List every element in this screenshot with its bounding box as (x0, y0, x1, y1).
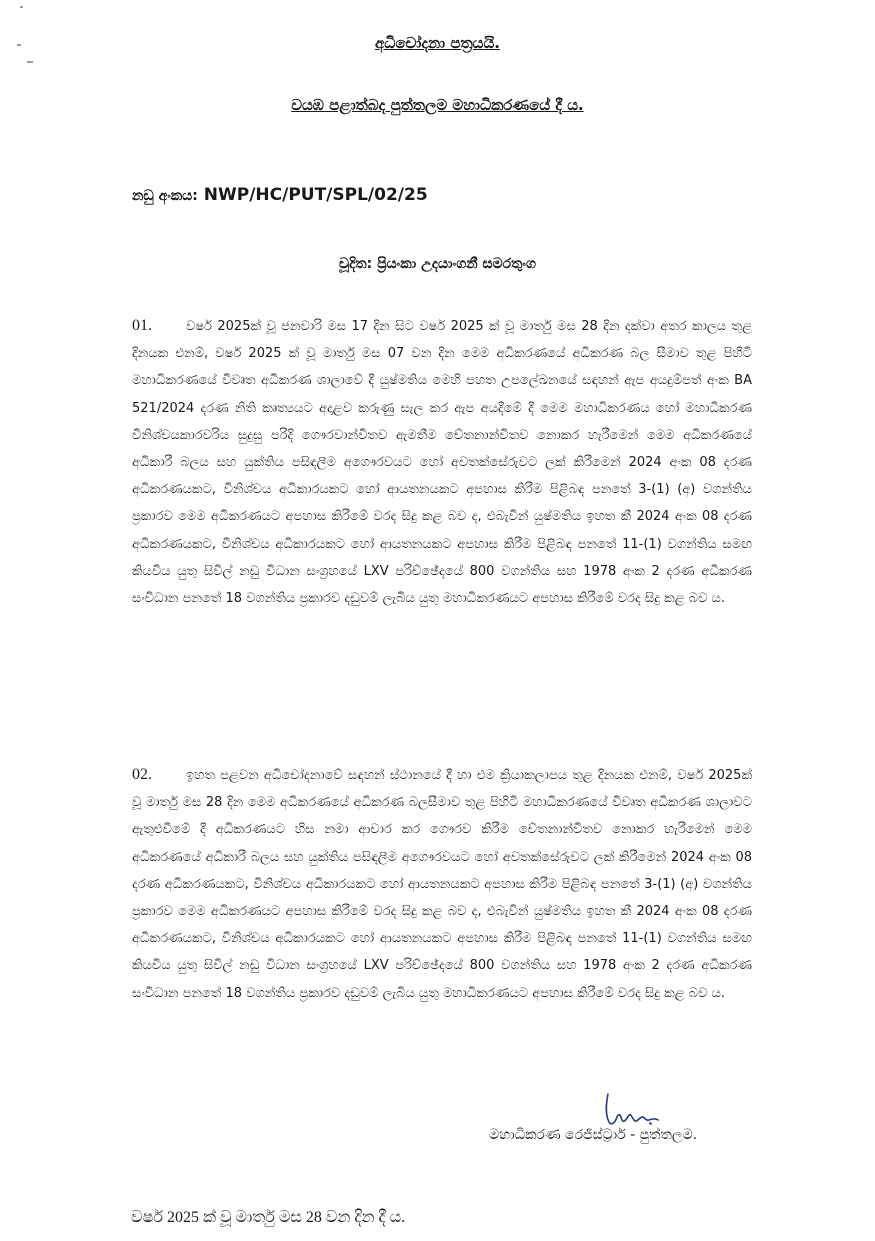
scan-speck (27, 61, 33, 63)
charge-paragraph-2 (132, 761, 752, 1007)
scan-speck (20, 6, 23, 8)
signature-mark (600, 1090, 670, 1130)
date-line: වර්ෂ 2025 ක් වූ මාර්තු මස 28 වන දින දී ය. (131, 1209, 406, 1226)
charge-number: 02. (132, 766, 152, 783)
case-number-label: නඩු අංකය: (132, 188, 198, 204)
charge-number: 01. (132, 317, 152, 334)
charge-text: වර්ෂ 2025ක් වූ ජනවාරි මස 17 දින සිට වර්ෂ 2025 ක් වූ මාර්තු මස 28 දින දක්වා අතර කාලය තුළ දිනයක එනම්, වර්ෂ 2025 ක් වූ මාර්තු මස 07 වන දින මෙම අධිකරණයේ අධිකරණ බල සීමාව තුළ පිහිටි මහාධිකරණයේ විවෘත අධිකරණ ශාලාවේ දී යුෂ්මතිය මෙහි පහත උපලේඛනයේ සඳහන් ඇප අයදුම්පත් අංක BA 521/2024 දරණ නිති කෘත්‍යයට අදාළව කරුණු සැල කර ඇප අයදීමේ දී මෙම මහාධිකරණය හෝ මහාධිකරණ විනිශ්චයකාරවරිය සුදුසු පරිදි ගෞරවාන්විතව ඇමතීම චේතනාන්විතව නොකර හැරීමෙන් මෙම අධිකරණයේ අධිකාරී බලය සහ යුක්තිය පසිඳලීම අගෞරවයට හෝ අවතක්සේරුවට ලක් කිරීමෙන් 2024 අංක 08 දරණ අධිකරණයකට, විනිශ්චය අධිකාරයකට හෝ ආයතනයකට අපහාස කිරීම පිළිබඳ පනතේ 3-(1) (අ) වගන්තිය ප්‍රකාරව මෙම අධිකරණයට අපහාස කිරීමේ වරද සිදු කළ බව ද, එබැවින් යුෂ්මතිය ඉහත කී 2024 අංක 08 දරණ අධිකරණයකට, විනිශ්චය අධිකාරයකට හෝ ආයතනයකට අපහාස කිරීම පිළිබඳ පනතේ 11-(1) වගන්තිය සමඟ කියවිය යුතු සිවිල් නඩු විධාන සංග්‍රහයේ LXV පරිච්ඡේදයේ 800 වගන්තිය සහ 1978 අංක 2 දරණ අධිකරණ සංවිධාන පනතේ 18 වගන්තිය ප්‍රකාරව දඩුවම් ලැබිය යුතු මහාධිකරණයට අපහාස කිරීමේ වරද සිදු කළ බව ය. (132, 319, 752, 607)
charge-text: ඉහත පළවන අධිචෝදනාවේ සඳහන් ස්ථානයේ දී හා එම ක්‍රියාකලාපය තුළ දිනයක එනම්, වර්ෂ 2025ක් වූ මාර්තු මස 28 දින මෙම අධිකරණයේ අධිකරණ බලසීමාව තුළ පිහිටි මහාධිකරණයේ විවෘත අධිකරණ ශාලාවට ඇතුළුවීමේ දී අධිකරණයට හිස නමා ආචාර කර ගෞරව කිරීම චේතනාන්විතව නොකර හැරීමෙන් මෙම අධිකරණයේ අධිකාරී බලය සහ යුක්තිය පසිඳලීම අගෞරවයට හෝ අවතක්සේරුවට ලක් කිරීමෙන් 2024 අංක 08 දරණ අධිකරණයකට, විනිශ්චය අධිකාරයකට හෝ ආයතනයකට අපහාස කිරීම පිළිබඳ පනතේ 3-(1) (අ) වගන්තිය ප්‍රකාරව මෙම අධිකරණයට අපහාස කිරීමේ වරද සිදු කළ බව ද, එබැවින් යුෂ්මතිය ඉහත කී 2024 අංක 08 දරණ අධිකරණයකට, විනිශ්චය අධිකාරයකට හෝ ආයතනයකට අපහාස කිරීම පිළිබඳ පනතේ 11-(1) වගන්තිය සමඟ කියවිය යුතු සිවිල් නඩු විධාන සංග්‍රහයේ LXV පරිච්ඡේදයේ 800 වගන්තිය සහ 1978 අංක 2 දරණ අධිකරණ සංවිධාන පනතේ 18 වගන්තිය ප්‍රකාරව දඩුවම් ලැබිය යුතු මහාධිකරණයට අපහාස කිරීමේ වරද සිදු කළ බව ය. (132, 768, 752, 1001)
case-number-line (132, 185, 428, 205)
signatory-title: මහාධිකරණ රෙජිස්ට්‍රාර් - පුත්තලම. (489, 1127, 698, 1143)
document-title: අධිචෝදනා පත්‍රයයි. (375, 34, 500, 52)
case-number: NWP/HC/PUT/SPL/02/25 (203, 185, 428, 205)
court-line: වයඹ පළාත්බද පුත්තලම මහාධිකරණයේ දී ය. (291, 96, 584, 114)
accused-line: චූදිත: ප්‍රියංකා උදයාංගනී සමරතුංග (339, 256, 536, 272)
charge-paragraph-1 (132, 312, 752, 612)
